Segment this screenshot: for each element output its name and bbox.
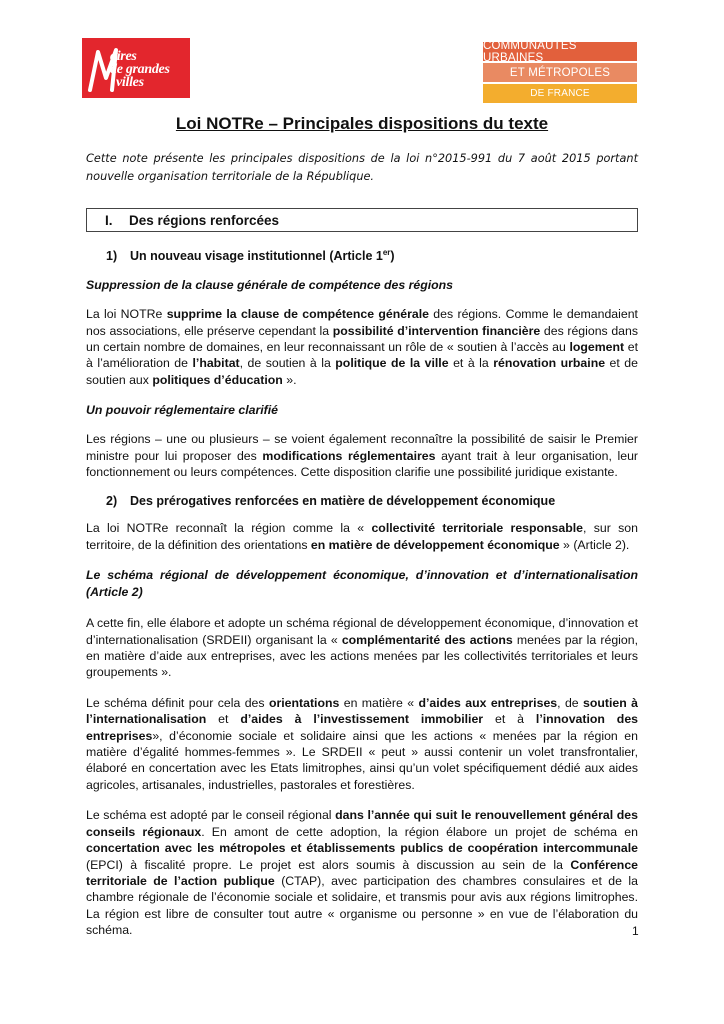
paragraph-collectivite: La loi NOTRe reconnaît la région comme la « collectivité territoriale responsable, sur son territoire, de la définition des orientations en matière de développement économique » (Article 2). (86, 521, 638, 552)
paragraph-clause: La loi NOTRe supprime la clause de compétence générale des régions. Comme le demandaient nos associations, elle préserve cependant la possibilité d’intervention financière des régions dans un certain nombre de domaines, en leur reconnaissant un rôle de « soutien à l’accès au logement et à l’amélioration de l’habitat, de soutien à la politique de la ville et à la rénovation urbaine et de soutien aux politiques d’éducation ». (86, 307, 638, 387)
subsection-label: Des prérogatives renforcées en matière de développement économique (130, 494, 556, 509)
paragraph-pouvoir: Les régions – une ou plusieurs – se voient également reconnaître la possibilité de saisir le Premier ministre pour lui proposer des modifications réglementaires ayant trait à leur organisation, leur fonctionnement ou leurs compétences. Cette disposition clarifie une possibilité juridique existante. (86, 432, 638, 479)
subsection-number: 1) (106, 249, 118, 264)
section-label: Des régions renforcées (129, 212, 280, 228)
page-number: 1 (632, 924, 639, 938)
document-title: Loi NOTRe – Principales dispositions du texte (175, 114, 549, 133)
document-body (86, 150, 638, 939)
paragraph-adoption: Le schéma est adopté par le conseil régional dans l’année qui suit le renouvellement général des conseils régionaux. En amont de cette adoption, la région élabore un projet de schéma en concertation avec les métropoles et établissements publics de coopération intercommunale (EPCI) à fiscalité propre. Le projet est alors soumis à discussion au sein de la Conférence territoriale de l’action publique (CTAP), avec participation des chambres consulaires et de la chambre régionale de l’économie sociale et solidaire, et transmis pour avis aux régions limitrophes. La région est libre de consulter tout autre « organisme ou personne » en vue de l’élaboration du schéma. (86, 808, 638, 938)
communautes-urbaines-logo (483, 39, 637, 105)
heading-pouvoir: Un pouvoir réglementaire clarifié (86, 403, 279, 418)
logo-line3: villes (116, 75, 144, 90)
maires-de-grandes-villes-logo (82, 38, 190, 98)
logo-band-3: DE FRANCE (483, 84, 637, 103)
paragraph-srdeii: A cette fin, elle élabore et adopte un schéma régional de développement économique, d’innovation et d’internationalisation (SRDEII) organisant la « complémentarité des actions menées par la région, en matière d’aide aux entreprises, avec les actions menées par les collectivités territoriales et leurs groupements ». (86, 616, 638, 680)
logo-line2: de grandes (110, 62, 170, 77)
superscript: er (382, 248, 391, 257)
logo-band-1: COMMUNAUTÉS URBAINES (483, 42, 637, 61)
intro-paragraph: Cette note présente les principales dispositions de la loi n°2015-991 du 7 août 2015 portant nouvelle organisation territoriale de la République. (86, 152, 638, 183)
logo-band-2: ET MÉTROPOLES (483, 63, 637, 82)
section-heading (86, 208, 638, 232)
subsection-close: ) (390, 249, 395, 264)
logo-line1: aires (110, 49, 137, 64)
paragraph-orientations: Le schéma définit pour cela des orientations en matière « d’aides aux entreprises, de soutien à l’internationalisation et d’aides à l’investissement immobilier et à l’innovation des entreprises», d’économie sociale et solidaire ainsi que les actions « menées par la région en matière d’égalité hommes-femmes ». Le SRDEII « peut » aussi contenir un volet transfrontalier, élaboré en concertation avec les Etats limitrophes, ainsi qu’un volet spécifiquement dédié aux aides agricoles, artisanales, industrielles, pastorales et forestières. (86, 695, 638, 792)
subsection-1-heading (106, 248, 638, 263)
section-number: I. (105, 212, 113, 228)
heading-clause: Suppression de la clause générale de compétence des régions (86, 278, 453, 293)
heading-schema: Le schéma régional de développement économique, d’innovation et d’internationalisation (Article 2) (86, 568, 638, 600)
subsection-number: 2) (106, 494, 118, 509)
subsection-2-heading (106, 494, 638, 508)
subsection-label: Un nouveau visage institutionnel (Article 1 (130, 249, 383, 264)
